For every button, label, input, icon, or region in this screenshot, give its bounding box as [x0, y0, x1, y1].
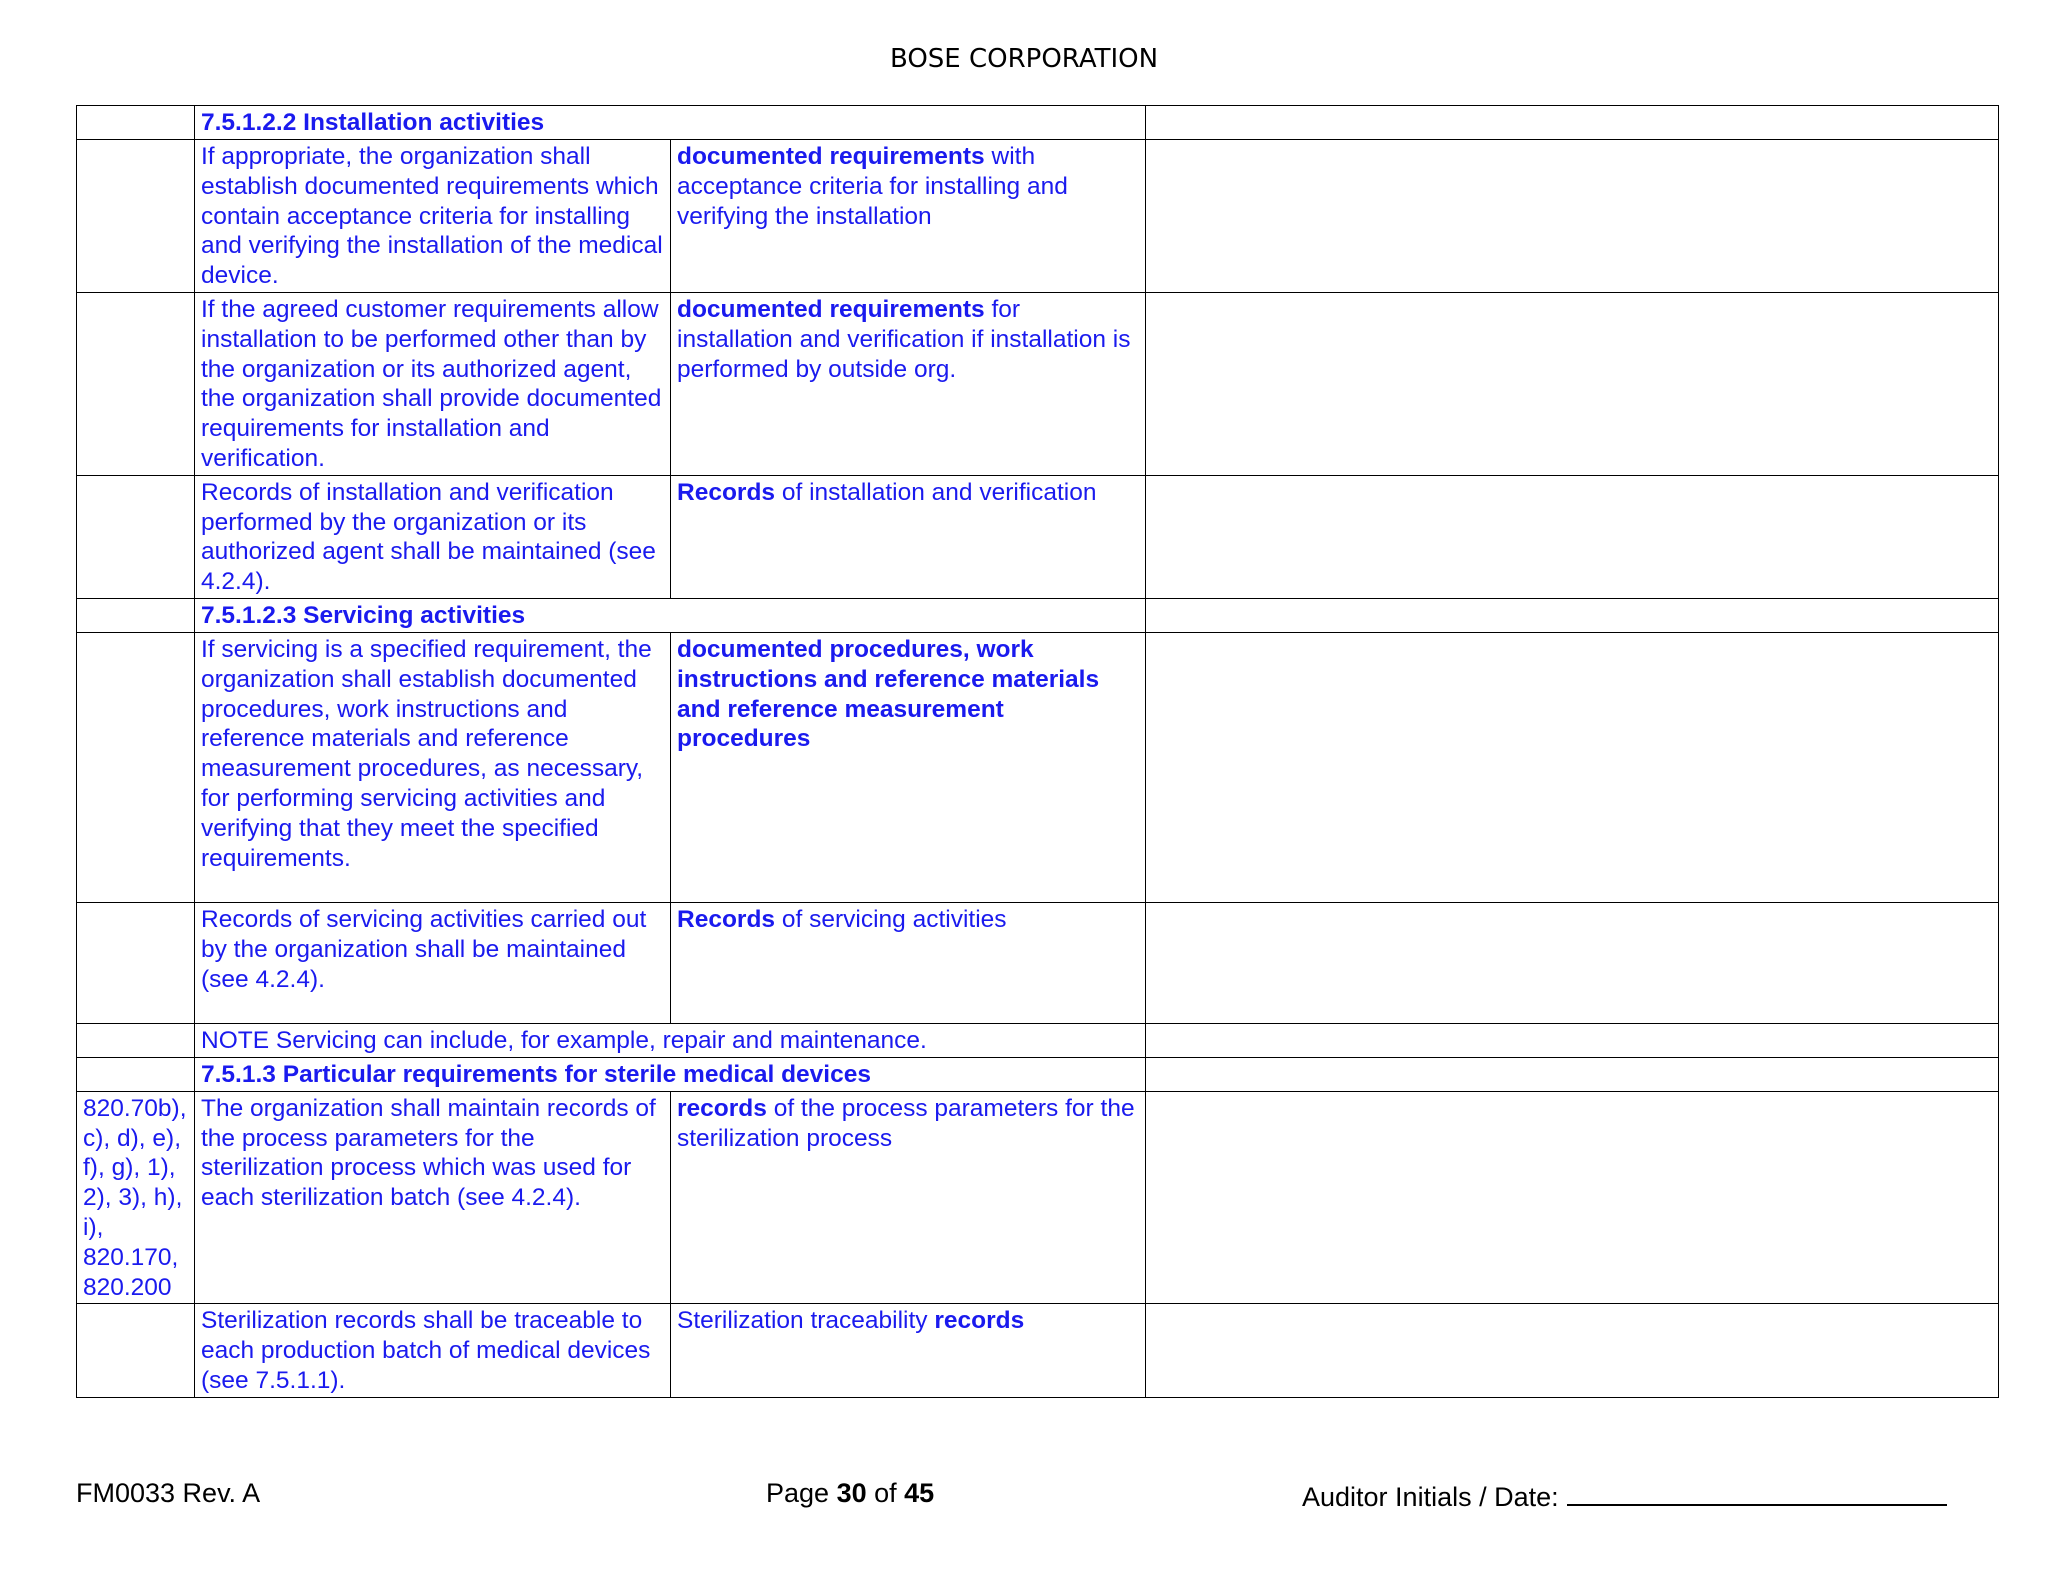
audit-checklist-table	[76, 105, 1999, 1398]
auditor-notes-cell[interactable]	[1146, 140, 1999, 293]
table-row	[77, 292, 1999, 475]
auditor-notes-cell[interactable]	[1146, 106, 1999, 140]
ref-cell	[77, 292, 195, 475]
evidence-cell	[671, 632, 1146, 902]
auditor-notes-cell[interactable]	[1146, 475, 1999, 598]
evidence-cell	[671, 1091, 1146, 1304]
auditor-notes-cell[interactable]	[1146, 598, 1999, 632]
evidence-text: of servicing activities	[775, 905, 1007, 933]
evidence-cell	[671, 292, 1146, 475]
evidence-cell	[671, 475, 1146, 598]
table-row	[77, 902, 1999, 1023]
ref-cell	[77, 598, 195, 632]
evidence-keyword: documented procedures, work instructions and reference materials and reference measurement procedures	[677, 635, 1100, 753]
table-row	[77, 1091, 1999, 1304]
evidence-text: of the process parameters for the sterilization process	[677, 1094, 1135, 1152]
section-heading-installation: 7.5.1.2.2 Installation activities	[195, 106, 1146, 140]
auditor-notes-cell[interactable]	[1146, 1057, 1999, 1091]
ref-cell	[77, 106, 195, 140]
section-heading-sterile: 7.5.1.3 Particular requirements for sterile medical devices	[195, 1057, 1146, 1091]
servicing-note: NOTE Servicing can include, for example, repair and maintenance.	[195, 1023, 1146, 1057]
evidence-cell	[671, 1304, 1146, 1397]
evidence-cell	[671, 902, 1146, 1023]
auditor-notes-cell[interactable]	[1146, 1023, 1999, 1057]
evidence-keyword: records	[677, 1094, 767, 1122]
company-header: BOSE CORPORATION	[889, 44, 1159, 74]
evidence-keyword: documented requirements	[677, 143, 985, 170]
page-current: 30	[836, 1478, 867, 1508]
evidence-keyword: Records	[677, 478, 776, 506]
auditor-label: Auditor Initials / Date:	[1302, 1482, 1559, 1512]
requirement-cell: If the agreed customer requirements allow installation to be performed other than by the organization or its authorized agent, the organization shall provide documented requirements for installation and verification.	[195, 292, 671, 475]
requirement-cell: Records of servicing activities carried out by the organization shall be maintained (see 4.2.4).	[195, 902, 671, 1023]
ref-cell	[77, 140, 195, 293]
auditor-notes-cell[interactable]	[1146, 902, 1999, 1023]
section-row-servicing	[77, 598, 1999, 632]
regulation-reference: 820.70b), c), d), e), f), g), 1), 2), 3), h), i), 820.170, 820.200	[77, 1091, 195, 1304]
section-row-sterile	[77, 1057, 1999, 1091]
ref-cell	[77, 632, 195, 902]
requirement-cell: Records of installation and verification performed by the organization or its authorized agent shall be maintained (see 4.2.4).	[195, 475, 671, 598]
auditor-signature-line[interactable]	[1567, 1478, 1947, 1506]
auditor-notes-cell[interactable]	[1146, 632, 1999, 902]
requirement-cell: The organization shall maintain records of the process parameters for the sterilization process which was used for each sterilization batch (see 4.2.4).	[195, 1091, 671, 1304]
ref-cell	[77, 475, 195, 598]
form-number: FM0033 Rev. A	[76, 1478, 261, 1508]
note-row	[77, 1023, 1999, 1057]
table-row	[77, 140, 1999, 293]
auditor-notes-cell[interactable]	[1146, 292, 1999, 475]
table-row	[77, 632, 1999, 902]
evidence-text: Sterilization traceability	[677, 1307, 935, 1335]
ref-cell	[77, 1023, 195, 1057]
requirement-cell: Sterilization records shall be traceable to each production batch of medical devices (see 7.5.1.1).	[195, 1304, 671, 1397]
evidence-cell	[671, 140, 1146, 293]
auditor-notes-cell[interactable]	[1146, 1091, 1999, 1304]
ref-cell	[77, 902, 195, 1023]
requirement-cell: If appropriate, the organization shall establish documented requirements which contain acceptance criteria for installing and verifying the installation of the medical device.	[195, 140, 671, 293]
evidence-text: of installation and verification	[775, 478, 1097, 506]
table-row	[77, 1304, 1999, 1397]
page-prefix: Page	[766, 1478, 837, 1508]
evidence-keyword: records	[934, 1307, 1025, 1335]
page-number	[766, 1478, 934, 1509]
page-total: 45	[904, 1478, 935, 1508]
evidence-text: for installation and verification if installation is performed by outside org.	[677, 295, 1131, 383]
ref-cell	[77, 1057, 195, 1091]
auditor-signoff	[1302, 1478, 1947, 1513]
table-row	[77, 475, 1999, 598]
ref-cell	[77, 1304, 195, 1397]
evidence-keyword: documented requirements	[677, 295, 985, 323]
section-row-installation	[77, 106, 1999, 140]
auditor-notes-cell[interactable]	[1146, 1304, 1999, 1397]
page-of: of	[866, 1478, 905, 1508]
evidence-text: with acceptance criteria for installing and verifying the installation	[677, 143, 1068, 230]
section-heading-servicing: 7.5.1.2.3 Servicing activities	[195, 598, 1146, 632]
requirement-cell: If servicing is a specified requirement, the organization shall establish documented procedures, work instructions and reference materials and reference measurement procedures, as necessary, for performing servicing activities and verifying that they meet the specified requirements.	[195, 632, 671, 902]
evidence-keyword: Records	[677, 905, 776, 933]
